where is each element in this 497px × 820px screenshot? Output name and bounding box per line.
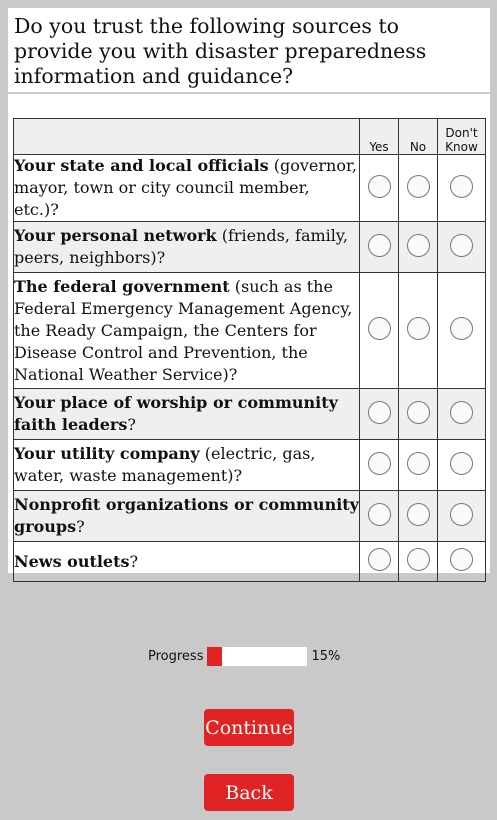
- radio-dont-know[interactable]: [450, 317, 473, 340]
- table-row: [14, 542, 486, 582]
- table-row: [14, 222, 486, 273]
- radio-dont-know[interactable]: [450, 401, 473, 424]
- progress-indicator: [148, 647, 340, 666]
- radio-yes[interactable]: [368, 452, 391, 475]
- radio-yes[interactable]: [368, 175, 391, 198]
- column-header-dont-know: Don't Know: [438, 119, 486, 155]
- row-label: Nonprofit organizations or community groups?: [14, 491, 360, 542]
- radio-no[interactable]: [407, 175, 430, 198]
- progress-label: Progress: [148, 649, 204, 664]
- response-grid: [13, 118, 486, 582]
- table-row: [14, 155, 486, 222]
- radio-no[interactable]: [407, 452, 430, 475]
- radio-no[interactable]: [407, 503, 430, 526]
- radio-yes[interactable]: [368, 317, 391, 340]
- radio-yes[interactable]: [368, 401, 391, 424]
- progress-bar: [207, 647, 307, 666]
- table-row: [14, 273, 486, 389]
- survey-card: [8, 8, 490, 573]
- radio-dont-know[interactable]: [450, 234, 473, 257]
- row-label: News outlets?: [14, 542, 360, 582]
- divider: [8, 92, 490, 94]
- row-label: Your utility company (electric, gas, water, waste management)?: [14, 440, 360, 491]
- grid-header-row: [14, 119, 486, 155]
- table-row: [14, 389, 486, 440]
- radio-yes[interactable]: [368, 234, 391, 257]
- grid-header-blank: [14, 119, 360, 155]
- row-label: Your personal network (friends, family, peers, neighbors)?: [14, 222, 360, 273]
- radio-no[interactable]: [407, 234, 430, 257]
- radio-no[interactable]: [407, 401, 430, 424]
- continue-button[interactable]: Continue: [204, 709, 294, 746]
- question-text: Do you trust the following sources to provide you with disaster preparedness information and guidance?: [14, 14, 427, 88]
- radio-dont-know[interactable]: [450, 452, 473, 475]
- radio-no[interactable]: [407, 548, 430, 571]
- row-label: Your state and local officials (governor, mayor, town or city council member, etc.)?: [14, 155, 360, 222]
- radio-dont-know[interactable]: [450, 503, 473, 526]
- back-button[interactable]: Back: [204, 774, 294, 811]
- progress-bar-fill: [207, 647, 222, 666]
- radio-dont-know[interactable]: [450, 548, 473, 571]
- progress-percent: 15%: [311, 649, 341, 664]
- radio-dont-know[interactable]: [450, 175, 473, 198]
- radio-yes[interactable]: [368, 548, 391, 571]
- column-header-no: No: [399, 119, 438, 155]
- table-row: [14, 440, 486, 491]
- table-row: [14, 491, 486, 542]
- row-label: The federal government (such as the Federal Emergency Management Agency, the Ready Campaign, the Centers for Disease Control and Prevention, the National Weather Service)?: [14, 273, 360, 389]
- row-label: Your place of worship or community faith leaders?: [14, 389, 360, 440]
- column-header-yes: Yes: [360, 119, 399, 155]
- radio-yes[interactable]: [368, 503, 391, 526]
- radio-no[interactable]: [407, 317, 430, 340]
